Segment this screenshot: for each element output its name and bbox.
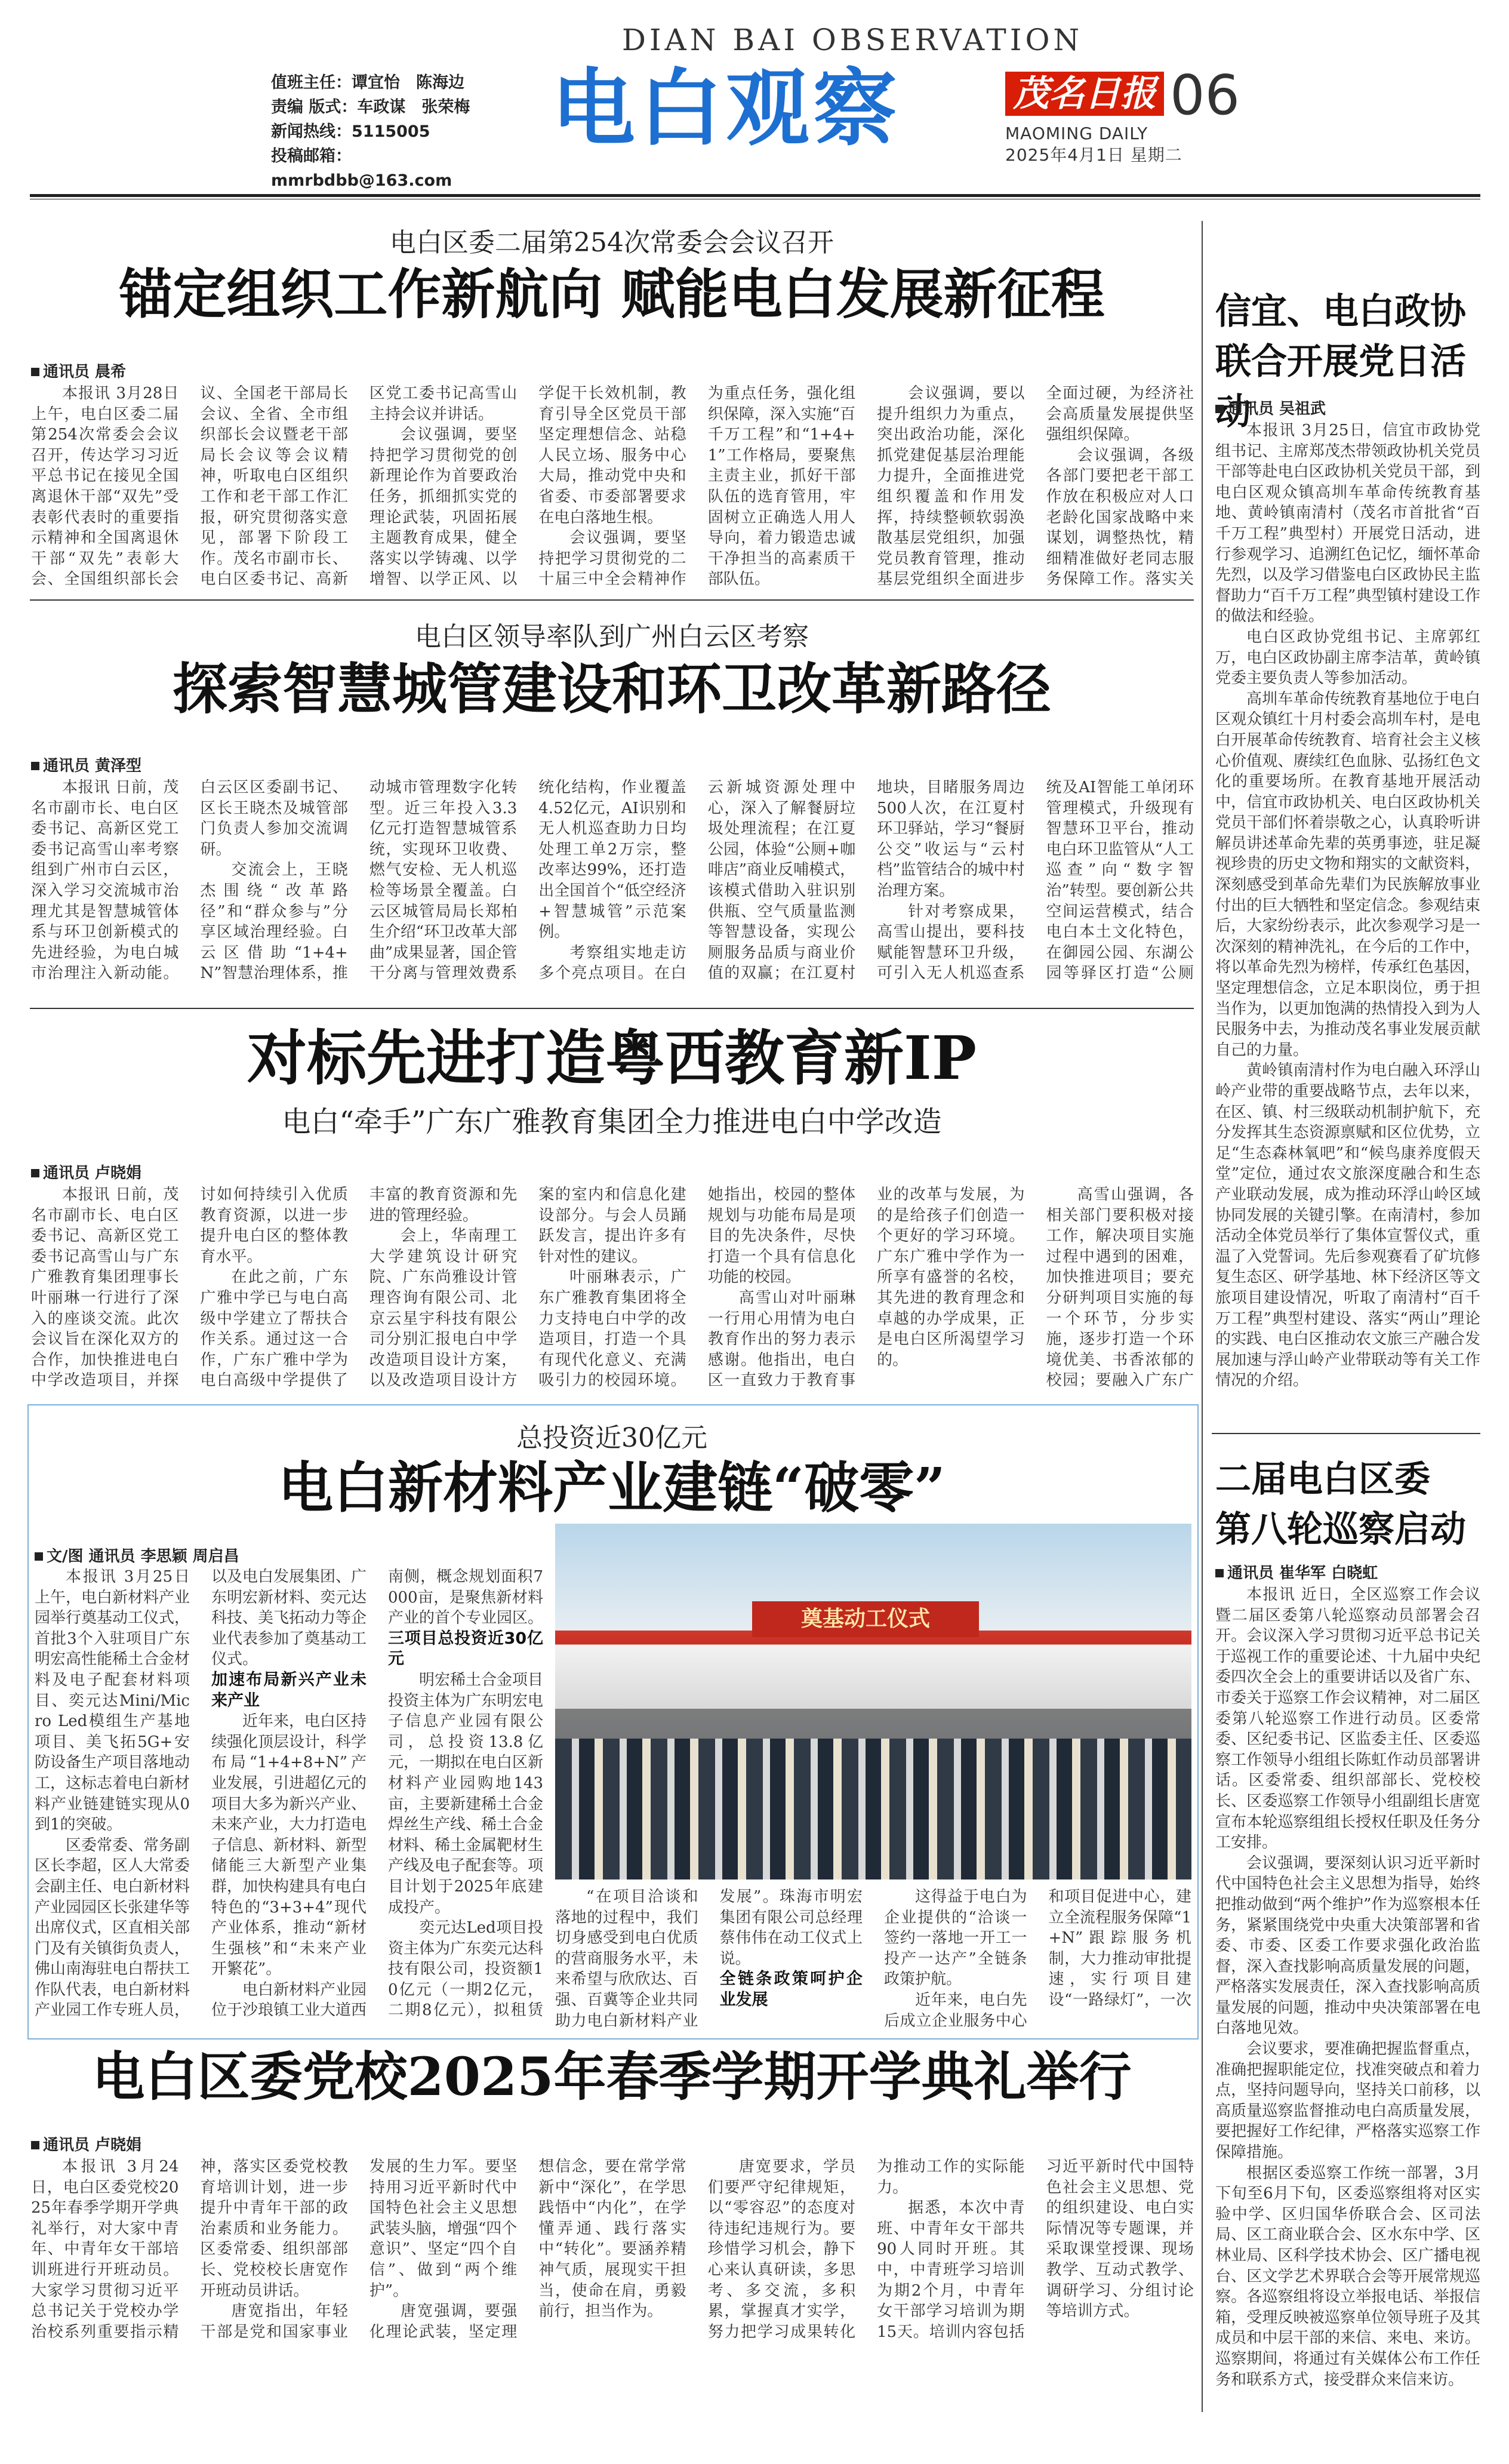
article3-subhead: 电白“牵手”广东广雅教育集团全力推进电白中学改造 xyxy=(282,1105,942,1139)
paragraph: 会议强调，要坚持把学习贯彻党的二十届三中全会精神作为重点任务，强化组织保障，深入实施“百千万工程”和“1+4+1”工作格局，要聚焦主责主业，抓好干部队伍的选育管用，牢固树立正确选人用人导向，着力锻造忠诚干净担当的高素质干部队伍。 xyxy=(538,384,856,589)
sidebar1-byline: 通讯员 吴祖武 xyxy=(1215,396,1326,419)
section-divider xyxy=(30,1008,1194,1009)
article4-subhead: 加速布局新兴产业未来产业 xyxy=(211,1670,367,1710)
article1-kicker: 电白区委二届第254次常委会会议召开 xyxy=(390,227,834,258)
paragraph: 高圳车革命传统教育基地位于电白区观众镇红十月村委会高圳车村，是电白开展革命传统教育、培育社会主义核心价值观、赓续红色血脉、弘扬红色文化的重要场所。在教育基地开展活动中，信宜市政协机关、电白区政协机关党员干部们怀着崇敬之心，认真聆听讲解员讲述革命先辈的英勇事迹，驻足凝视珍贵的历史文物和翔实的文献资料，深刻感受到革命先辈们为民族解放事业付出的巨大牺牲和坚定信念。参观结束后，大家纷纷表示，此次参观学习是一次深刻的精神洗礼，在今后的工作中，将以革命先烈为榜样，传承红色基因，坚定理想信念，立足本职岗位，勇于担当作为，以更加饱满的热情投入到为人民服务中去，为推动茂名事业发展贡献自己的力量。 xyxy=(1215,690,1480,1059)
paragraph: 在此之前，广东广雅中学已与电白高级中学建立了帮扶合作关系。通过这一合作，广东广雅中学为电白高级中学提供了丰富的教育资源和先进的管理经验。 xyxy=(200,1186,518,1390)
paragraph: 区委常委、常务副区长李超，区人大常委会副主任、电白新材料产业园园区长张建华等出席仪式，区直相关部门及有关镇街负责人，佛山南海驻电白帮扶工作队代表，电白新材料产业园工作专班人员，以及电白发展集团、广东明宏新材料、奕元达科技、美飞拓动力等企业代表参加了奠基动工仪式。 xyxy=(35,1568,367,2020)
sidebar1-title-line: 联合开展党日活动 xyxy=(1215,341,1466,433)
paragraph: 会议强调，各级各部门要把老干部工作放在积极应对人口老龄化国家战略中来谋划，调整热忱，精细精准做好老同志服务保障工作。落实关 xyxy=(1046,446,1194,589)
paragraph: 会议强调，要坚持把学习贯彻党的创新理论作为首要政治任务，抓细抓实党的理论武装，巩固拓展主题教育成果，健全落实以学铸魂、以学增智、以学正风、以学促干长效机制，教育引导全区党员干部坚定理想信念、站稳人民立场、服务中心大局，推动党中央和省委、市委部署要求在电白落地生根。 xyxy=(369,384,686,589)
photo-crowd xyxy=(555,1739,1191,1879)
article2-kicker: 电白区领导率队到广州白云区考察 xyxy=(415,622,809,652)
paper-logo: 茂名日报 xyxy=(1005,72,1164,116)
article4-kicker: 总投资近30亿元 xyxy=(516,1423,707,1453)
paragraph: 本报讯 日前，茂名市副市长、电白区委书记、高新区党工委书记高雪山与广东广雅教育集团理事长叶丽琳一行进行了深入的座谈交流。此次会议旨在深化双方的合作，加快推进电白中学改造项目，并探讨如何持续引入优质教育资源，以进一步提升电白区的整体教育水平。 xyxy=(31,1186,348,1390)
paragraph: 这得益于电白为企业提供的“洽谈一签约一落地一开工一投产一达产”全链条政策护航。 xyxy=(884,1888,1027,1989)
sidebar2-byline: 通讯员 崔华军 白晓虹 xyxy=(1215,1561,1378,1583)
sidebar2-title xyxy=(1215,1454,1478,1555)
section-divider xyxy=(30,599,1194,601)
sidebar2-body xyxy=(1215,1585,1480,2414)
article5-body xyxy=(31,2157,1194,2413)
paragraph: 唐宽指出，年轻干部是党和国家事业发展的生力军。要坚持用习近平新时代中国特色社会主义思想武装头脑，增强“四个意识”、坚定“四个自信”、做到“两个维护”。 xyxy=(200,2158,518,2341)
paper-meta xyxy=(1005,123,1182,166)
paragraph: 高雪山对叶丽琳一行用心用情为电白教育作出的努力表示感谢。他指出，电白区一直致力于教育事业的改革与发展，为的是给孩子们创造一个更好的学习环境。广东广雅中学作为一所享有盛誉的名校，其先进的教育理念和卓越的办学成果，正是电白区所渴望学习的。 xyxy=(707,1186,1025,1390)
article4-body-left xyxy=(35,1567,543,2032)
paragraph: 会上，华南理工大学建筑设计研究院、广东尚雅设计管理咨询有限公司、北京云星宇科技有限公司分别汇报电白中学改造项目设计方案，以及改造项目设计方案的室内和信息化建设部分。与会人员踊跃发言，提出许多有针对性的建议。 xyxy=(369,1186,686,1390)
paragraph: 电白区政协党组书记、主席郭红万，电白区政协副主席李洁革，黄岭镇党委主要负责人等参加活动。 xyxy=(1215,627,1480,688)
paragraph: 针对考察成果，高雪山提出，要科技赋能智慧环卫升级，可引入无人机巡查系统及AI智能工单闭环管理模式，升级现有智慧环卫平台，推动电白环卫监管从“人工巡查”向“数字智治”转型。要创新公共空间运营模式，结合电白本土文化特色，在御园公园、东湖公园等驿区打造“公厕 xyxy=(877,779,1194,983)
editor-line: 值班主任：谭宜怡 陈海边 xyxy=(271,73,464,92)
paragraph: “在项目洽谈和落地的过程中，我们切身感受到电白优质的营商服务水平，未来希望与欣欣达、百强、百冀等企业共同助力电白新材料产业发展”。珠海市明宏集团有限公司总经理蔡伟伟在动工仪式上说。 xyxy=(555,1888,863,2030)
paragraph: 近年来，电白区持续强化顶层设计，科学布局“1+4+8+N”产业发展，引进超亿元的项目大多为新兴产业、未来产业，大力打造电子信息、新材料、新型储能三大新型产业集群，加快构建具有电白特色的“3+3+4”现代产业体系，推动“新材生强核”和“未来产业开繁花”。 xyxy=(211,1712,367,1979)
article4-subhead: 三项目总投资近30亿元 xyxy=(388,1629,543,1669)
article4-headline: 电白新材料产业建链“破零” xyxy=(278,1456,946,1520)
issue-date: 2025年4月1日 星期二 xyxy=(1005,145,1182,165)
article3-headline: 对标先进打造粤西教育新IP xyxy=(247,1023,977,1093)
paragraph: 据悉，本次中青班、中青年女干部共90人同时开班。其中，中青班学习培训为期2个月，中青年女干部学习培训为期15天。培训内容包括习近平新时代中国特色社会主义思想、党的组织建设、电白实际情况等专题课，并采取课堂授课、现场教学、互动式教学、调研学习、分组讨论等培训方式。 xyxy=(877,2158,1194,2341)
paragraph: 本报讯 3月25日上午，电白新材料产业园举行奠基动工仪式，首批3个入驻项目广东明宏高性能稀土合金材料及电子配套材料项目、奕元达Mini/Micro Led模组生产基地项目、美飞拓5G+安防设备生产项目落地动工，这标志着电白新材料产业链建链实现从0到1的突破。 xyxy=(35,1568,190,1834)
article4-body-right xyxy=(555,1887,1191,2032)
section-divider xyxy=(1212,1433,1480,1434)
photo-stage-banner: 奠基动工仪式 xyxy=(752,1601,979,1637)
masthead-english-title: DIAN BAI OBSERVATION xyxy=(621,23,1083,57)
event-photo xyxy=(555,1524,1191,1879)
article5-byline: 通讯员 卢晓娟 xyxy=(31,2133,141,2155)
article5-headline: 电白区委党校2025年春季学期开学典礼举行 xyxy=(92,2045,1132,2108)
sidebar2-title-line: 二届电白区委 xyxy=(1215,1459,1430,1500)
article2-byline: 通讯员 黄泽型 xyxy=(31,753,141,776)
paragraph: 明宏稀土合金项目投资主体为广东明宏电子信息产业园有限公司，总投资13.8亿元，一期拟在电白区新材料产业园购地143亩，主要新建稀土合金焊丝生产线、稀土合金材料、稀土金属靶材生产线及电子配套等。项目计划于2025年底建成投产。 xyxy=(388,1671,543,1917)
article4-subhead: 全链条政策呵护企业发展 xyxy=(719,1970,863,2009)
column-divider xyxy=(1202,221,1203,2412)
article3-body xyxy=(31,1185,1194,1399)
article4-byline: 文/图 通讯员 李思颖 周启昌 xyxy=(35,1544,239,1566)
paragraph: 本报讯 日前，茂名市副市长、电白区委书记、高新区党工委书记高雪山率考察组到广州市白云区，深入学习交流城市治理尤其是智慧城管体系与环卫创新模式的先进经验，为电白城市治理注入新动能。白云区区委副书记、区长王晓杰及城管部门负责人参加交流调研。 xyxy=(31,779,348,983)
masthead-rule xyxy=(30,194,1480,197)
article2-headline: 探索智慧城管建设和环卫改革新路径 xyxy=(172,657,1051,721)
paragraph: 考察组实地走访多个亮点项目。在白云新城资源处理中心，深入了解餐厨垃圾处理流程；在江夏公园，体验“公厕+咖啡店”商业反哺模式，该模式借助入驻识别供瓶、空气质量监测等智慧设备，实现公厕服务品质与商业价值的双赢；在江夏村地块，目睹服务周边500人次，在江夏村环卫驿站，学习“餐厨公交”收运与“云村档”监管结合的城中村治理方案。 xyxy=(538,779,1025,983)
paragraph: 黄岭镇南清村作为电白融入环浮山岭产业带的重要战略节点，去年以来，在区、镇、村三级联动机制护航下，充分发挥其生态资源禀赋和区位优势，立足“生态森林氧吧”和“候鸟康养度假天堂”定位，通过农文旅深度融合和生态产业联动发展，成为推动环浮山岭区域协同发展的关键引擎。在南清村，参加活动全体党员举行了集体宣誓仪式，重温了入党誓词。先后参观赛看了矿坑修复生态区、研学基地、林下经济区等文旅项目建设情况，听取了南清村“百千万工程”典型村建设、落实“两山”理论的实践、电白区推动农文旅三产融合发展加速与浮山岭产业带联动等有关工作情况的介绍。 xyxy=(1215,1062,1480,1390)
paragraph: 近年来，电白先后成立企业服务中心和项目促进中心，建立全流程服务保障“1+N”跟踪服务机制，大力推动审批提速，实行项目建设“一路绿灯”，一次 xyxy=(884,1888,1191,2030)
paragraph: 会议强调，要深刻认识习近平新时代中国特色社会主义思想为指导，始终把推动做到“两个维护”作为巡察根本任务，紧紧围绕党中央重大决策部署和省委、市委、区委工作要求强化政治监督，深入查找影响高质量发展的问题，严格落实发展责任，深入查找影响高质量发展的问题，推动中央决策部署在电白落地见效。 xyxy=(1215,1854,1480,2038)
paragraph: 本报讯 近日，全区巡察工作会议暨二届区委第八轮巡察动员部署会召开。会议深入学习贯彻习近平总书记关于巡视工作的重要论述、十九届中央纪委四次全会上的重要讲话以及省广东、市委关于巡察工作会议精神，对二届区委第八轮巡察工作进行动员。区委常委、区纪委书记、区监委主任、区委巡察工作领导小组组长陈虹作动员部署讲话。区委常委、组织部部长、党校校长、区委巡察工作领导小组副组长唐宽宣布本轮巡察组组长授权任职及任务分工安排。 xyxy=(1215,1586,1480,1852)
paragraph: 本报讯 3月24日，电白区委党校2025年春季学期开学典礼举行，对大家中青年、中青年女干部培训班进行开班动员。大家学习贯彻习近平总书记关于党校办学治校系列重要指示精神，落实区委党校教育培训计划，进一步提升中青年干部的政治素质和业务能力。区委常委、组织部部长、党校校长唐宽作开班动员讲话。 xyxy=(31,2158,348,2341)
article2-body xyxy=(31,777,1194,1003)
editor-line: 责编 版式：车政谋 张荣梅 xyxy=(271,98,470,116)
editor-line: 投稿邮箱：mmrbdbb@163.com xyxy=(271,147,452,190)
editor-credits xyxy=(271,70,528,193)
paragraph: 高雪山强调，各相关部门要积极对接工作，解决项目实施过程中遇到的困难，加快推进项目；要充分研判项目实施的每一个环节，分步实施，逐步打造一个环境优美、书香浓郁的校园；要融入广东广 xyxy=(1046,1186,1194,1390)
sidebar1-title-line: 信宜、电白政协 xyxy=(1215,291,1466,333)
paragraph: 会议强调，要以提升组织力为重点，突出政治功能，深化抓党建促基层治理能力提升，全面推进党组织覆盖和作用发挥，持续整顿软弱涣散基层党组织，加强党员教育管理，推动基层党组织全面进步全面过硬，为经济社会高质量发展提供坚强组织保障。 xyxy=(877,384,1194,589)
paragraph: 会议要求，要准确把握监督重点，准确把握职能定位，找准突破点和着力点，坚持问题导向，坚持关口前移，以高质量巡察监督推动电白高质量发展，要把握好工作纪律，严格落实巡察工作保障措施。 xyxy=(1215,2040,1480,2162)
paper-english-name: MAOMING DAILY xyxy=(1005,124,1148,143)
article1-headline: 锚定组织工作新航向 赋能电白发展新征程 xyxy=(119,263,1105,326)
page-number: 06 xyxy=(1170,63,1240,127)
paragraph: 唐宽强调，要强化理论武装，坚定理想信念，要在常学常新中“深化”，在学思践悟中“内化”，在学懂弄通、践行落实中“转化”。要涵养精神气质，展现实干担当，使命在肩，勇毅前行，担当作为。 xyxy=(369,2158,686,2341)
paragraph: 叶丽琳表示，广东广雅教育集团将全力支持电白中学的改造项目，打造一个具有现代化意义、充满吸引力的校园环境。她指出，校园的整体规划与功能布局是项目的先决条件，尽快打造一个具有信息化功能的校园。 xyxy=(538,1186,856,1390)
article1-body xyxy=(31,383,1194,596)
paragraph: 交流会上，王晓杰围绕“改革路径”和“群众参与”分享区域治理经验。白云区借助“1+4+N”智慧治理体系，推动城市管理数字化转型。近三年投入3.3亿元打造智慧城管系统，实现环卫收费、燃气安检、无人机巡检等场景全覆盖。白云区城管局局长郑柏生介绍“环卫改革大部曲”成果显著，国企管干分离与管理效费系统化结构，作业覆盖4.52亿元，AI识别和无人机巡查助力日均处理工单2万宗，整改率达99%，还打造出全国首个“低空经济+智慧城管”示范案例。 xyxy=(200,779,686,983)
paragraph: 本报讯 3月25日，信宜市政协党组书记、主席郑茂杰带领政协机关党员干部等赴电白区政协机关党员干部，到电白区观众镇高圳车革命传统教育基地、黄岭镇南清村（茂名市首批省“百千万工程”典型村）开展党日活动，进行参观学习、追溯红色记忆，缅怀革命先烈，以及学习借鉴电白区政协民主监督助力“百千万工程”典型镇村建设工作的做法和经验。 xyxy=(1215,422,1480,626)
editor-line: 新闻热线：5115005 xyxy=(271,122,430,141)
paragraph: 根据区委巡察工作统一部署，3月下旬至6月下旬，区委巡察组将对区实验中学、区归国华侨联合会、区司法局、区工商业联合会、区水东中学、区林业局、区科学技术协会、区广播电视台、区文学艺术界联合会等开展常规巡察。各巡察组将设立举报电话、举报信箱，受理反映被巡察单位领导班子及其成员和中层干部的来信、来电、来访。巡察期间，将通过有关媒体公布工作任务和联系方式，接受群众来信来访。 xyxy=(1215,2164,1480,2389)
sidebar1-body xyxy=(1215,420,1480,1423)
paragraph: 奕元达Led项目投资主体为广东奕元达科技有限公司，投资额10亿元（一期2亿元，二期8亿元），拟租赁 xyxy=(388,1919,543,2020)
paragraph: 电白新材料产业园位于沙琅镇工业大道西南侧，概念规划面积7000亩，是聚焦新材料产业的首个专业园区。 xyxy=(211,1568,543,2020)
paragraph: 唐宽要求，学员们要严守纪律规矩，以“零容忍”的态度对待违纪违规行为。要珍惜学习机会，静下心来认真研读，多思考、多交流，多积累，掌握真才实学，努力把学习成果转化为推动工作的实际能力。 xyxy=(707,2158,1025,2341)
article3-byline: 通讯员 卢晓娟 xyxy=(31,1161,141,1183)
article1-byline: 通讯员 晨希 xyxy=(31,359,126,382)
paragraph: 本报讯 3月28日上午，电白区委二届第254次常委会会议召开，传达学习习近平总书记在接见全国离退休干部“双先”受表彰代表时的重要指示精神和全国离退休干部“双先”表彰大会、全国组织部长会议、全国老干部局长会议、全省、全市组织部长会议暨老干部局长会议等会议精神，听取电白区组织工作和老干部工作汇报，研究贯彻落实意见，部署下阶段工作。茂名市副市长、电白区委书记、高新区党工委书记高雪山主持会议并讲话。 xyxy=(31,384,518,589)
section-title: 电白观察 xyxy=(552,60,901,158)
sidebar2-title-line: 第八轮巡察启动 xyxy=(1215,1509,1466,1551)
